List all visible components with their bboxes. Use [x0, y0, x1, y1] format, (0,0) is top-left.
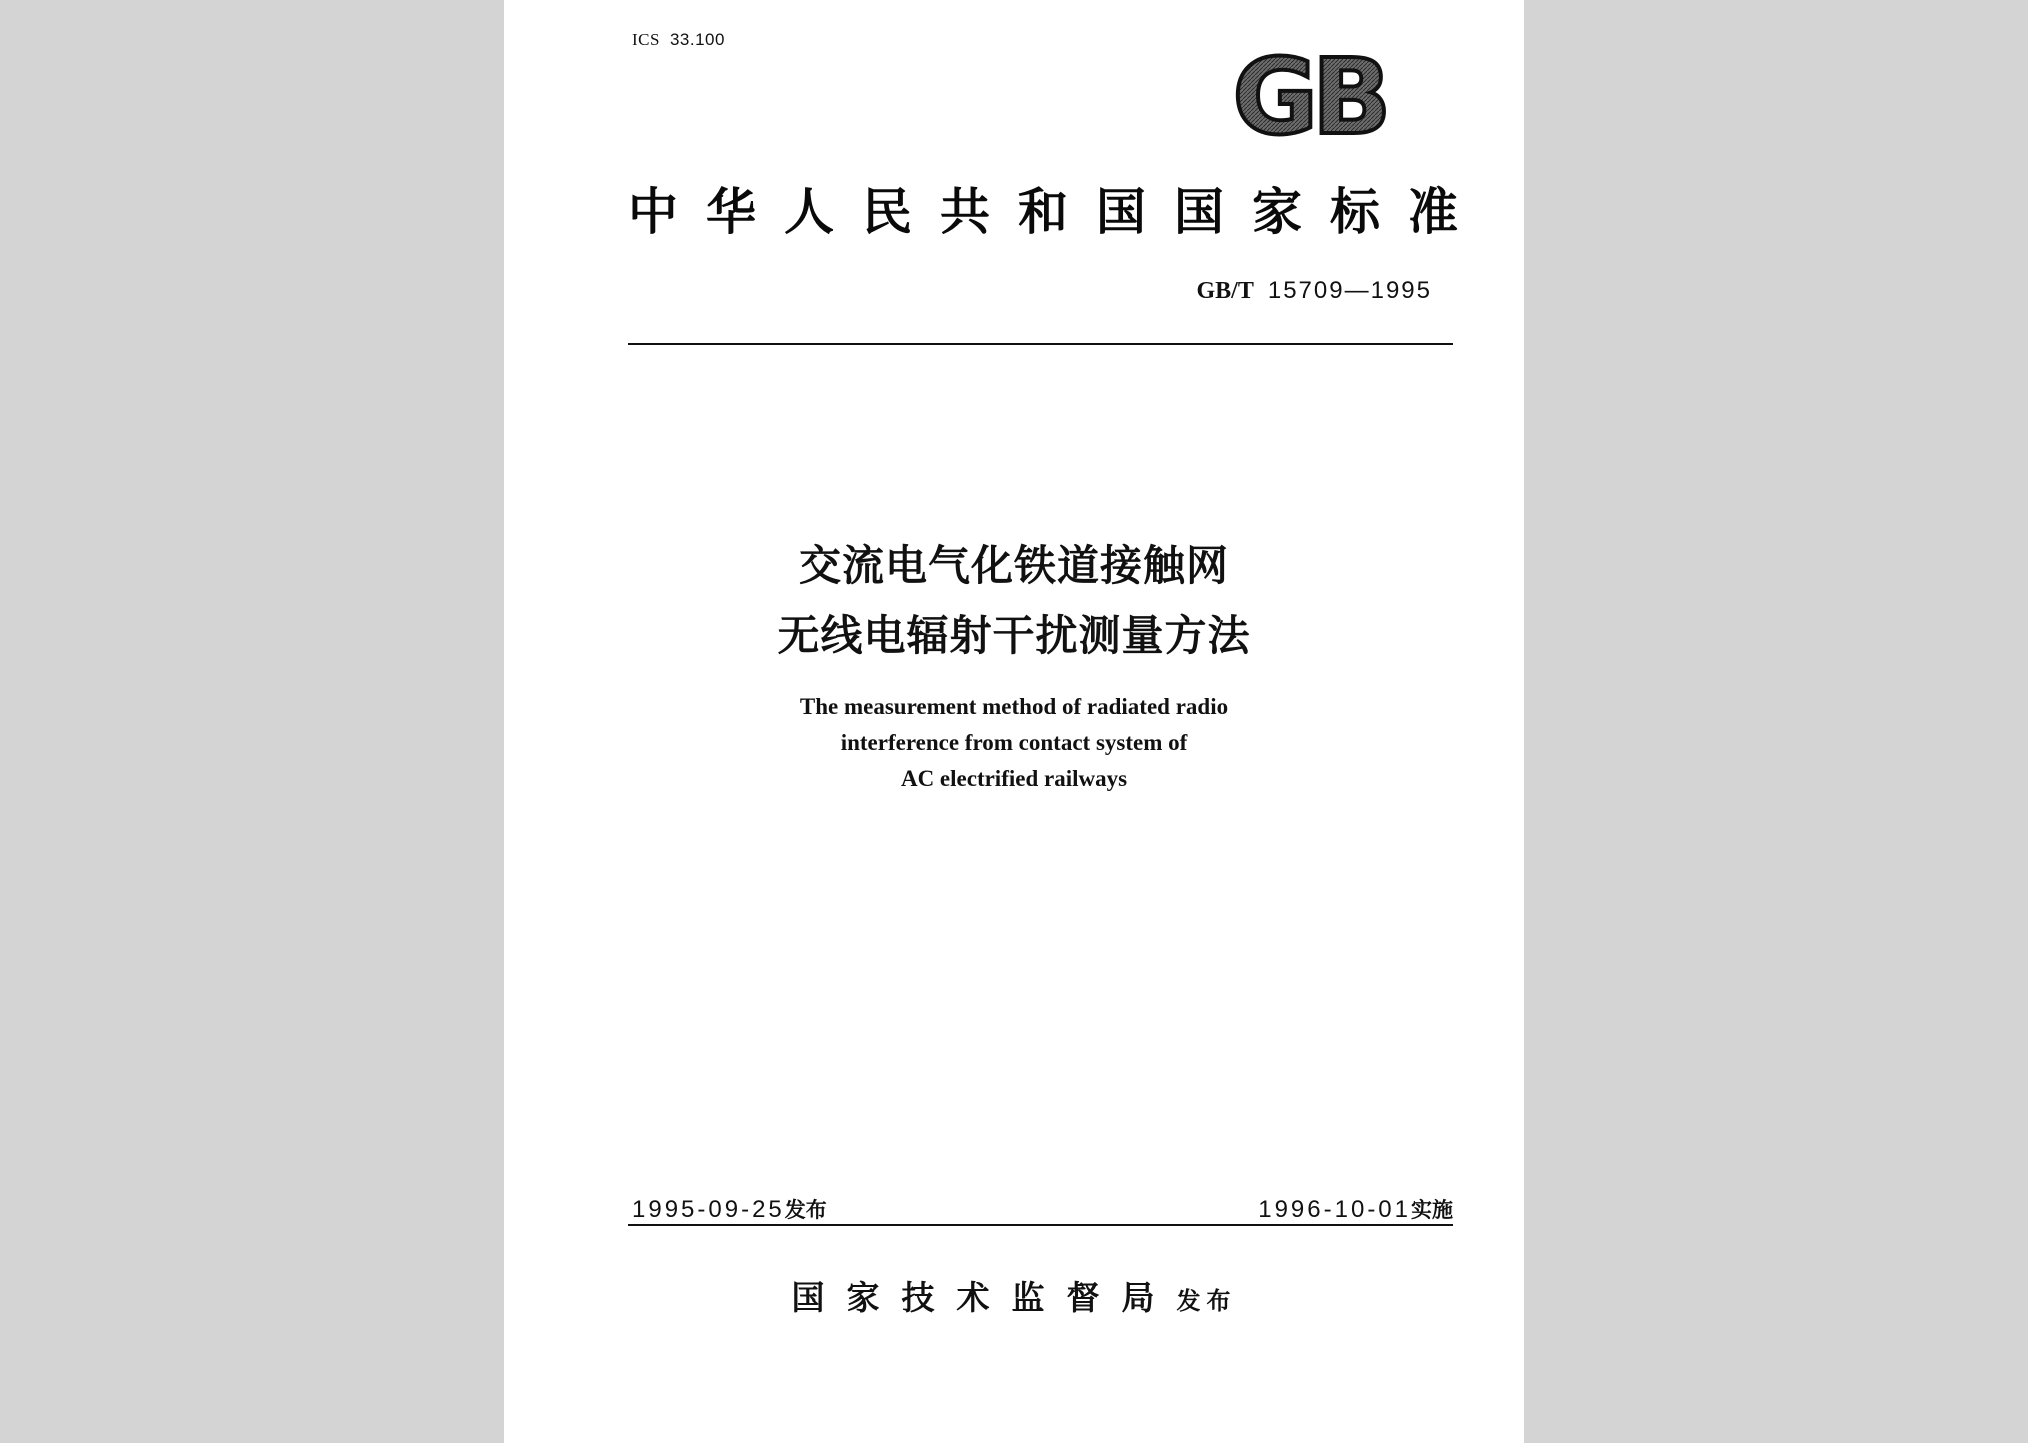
standard-number — [1197, 276, 1433, 305]
issue-word: 发布 — [784, 1198, 827, 1222]
ics-code: 33.100 — [669, 30, 725, 49]
implement-date-block — [1258, 1194, 1453, 1224]
publisher-line — [504, 1272, 1524, 1319]
implement-word: 实施 — [1411, 1198, 1453, 1222]
standard-prefix: GB/T — [1196, 278, 1254, 304]
footer-divider — [628, 1224, 1453, 1226]
title-en-line-2: interference from contact system of — [840, 730, 1188, 755]
gb-logo-text: GB — [1232, 47, 1386, 147]
title-en-line-1: The measurement method of radiated radio — [799, 694, 1229, 719]
ics-classification — [632, 30, 725, 50]
title-en-line-3: AC electrified railways — [900, 766, 1128, 791]
issue-date: 1995-09-25 — [632, 1196, 785, 1223]
national-standard-title: 中华人民共和国国家标准 — [628, 183, 1486, 241]
document-page — [504, 0, 1524, 1443]
publisher-name: 国家技术监督局 — [791, 1278, 1177, 1317]
ics-label: ICS — [632, 30, 660, 49]
title-cn-line-2: 无线电辐射干扰测量方法 — [777, 611, 1251, 660]
date-row — [628, 1194, 1453, 1226]
gb-logo — [1215, 47, 1403, 147]
title-cn-line-1: 交流电气化铁道接触网 — [798, 541, 1229, 590]
publisher-action: 发布 — [1176, 1287, 1237, 1315]
implement-date: 1996-10-01 — [1258, 1196, 1411, 1223]
standard-code: 15709—1995 — [1267, 277, 1432, 304]
header-divider — [628, 343, 1453, 345]
issue-date-block — [632, 1194, 827, 1224]
